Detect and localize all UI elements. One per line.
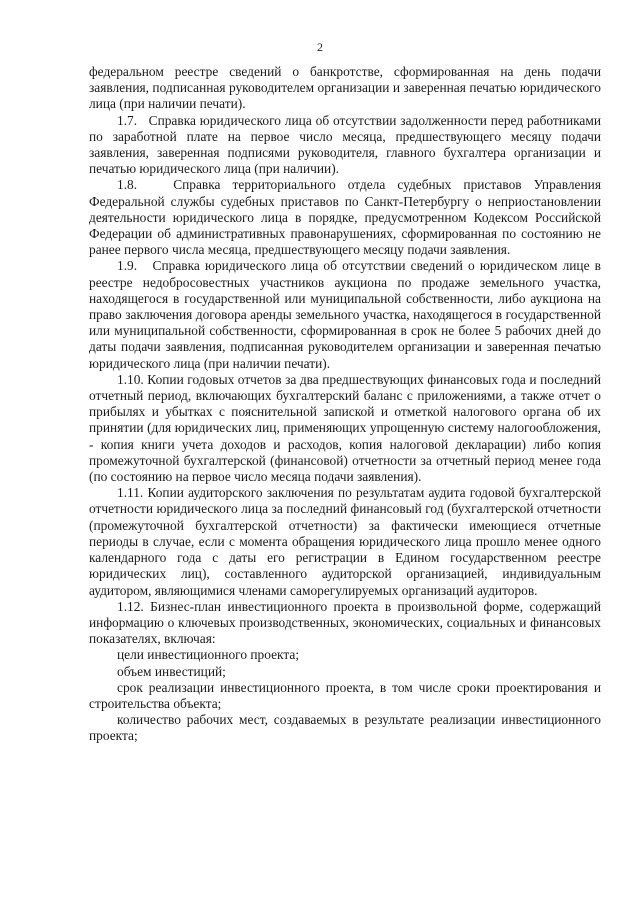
paragraph-1-12: 1.12. Бизнес-план инвестиционного проекта в произвольной форме, содержащий информацию о ключевых производственных, экономических, социальных и финансовых показателях, включая: bbox=[89, 598, 601, 647]
paragraph-1-11: 1.11. Копии аудиторского заключения по результатам аудита годовой бухгалтерской отчетности юридического лица за последний финансовый год (бухгалтерской отчетности (промежуточной бухгалтерской отчетности) за фактически имеющиеся отчетные периоды в случае, если с момента обращения юридического лица прошло менее одного календарного года с даты его регистрации в Едином государственном реестре юридических лиц), составленного аудиторской организацией, индивидуальным аудитором, являющимися членами саморегулируемых организаций аудиторов. bbox=[89, 485, 601, 598]
document-body bbox=[89, 64, 601, 745]
list-item-jobs: количество рабочих мест, создаваемых в результате реализации инвестиционного проекта; bbox=[89, 712, 601, 744]
paragraph-1-9: 1.9. Справка юридического лица об отсутствии сведений о юридическом лице в реестре недобросовестных участников аукциона по продаже земельного участка, находящегося в государственной или муниципальной собственности, либо аукциона на право заключения договора аренды земельного участка, находящегося в государственной или муниципальной собственности, сформированная в срок не более 5 рабочих дней до даты подачи заявления, подписанная руководителем организации и заверенная печатью юридического лица (при наличии печати). bbox=[89, 258, 601, 371]
paragraph-1-8: 1.8. Справка территориального отдела судебных приставов Управления Федеральной службы судебных приставов по Санкт-Петербургу о неприостановлении деятельности юридического лица в порядке, предусмотренном Кодексом Российской Федерации об административных правонарушениях, сформированная по состоянию не ранее первого числа месяца, предшествующего месяцу подачи заявления. bbox=[89, 177, 601, 258]
list-item-goals: цели инвестиционного проекта; bbox=[117, 647, 300, 663]
list-item-investment-volume: объем инвестиций; bbox=[117, 663, 226, 679]
list-item-timeline: срок реализации инвестиционного проекта, в том числе сроки проектирования и строительства объекта; bbox=[89, 679, 601, 711]
paragraph-1-7: 1.7. Справка юридического лица об отсутствии задолженности перед работниками по заработной плате на первое число месяца, предшествующего месяцу подачи заявления, заверенная подписями руководителя, главного бухгалтера организации и печатью юридического лица (при наличии). bbox=[89, 112, 601, 177]
page-number: 2 bbox=[317, 40, 323, 54]
paragraph-1-10: 1.10. Копии годовых отчетов за два предшествующих финансовых года и последний отчетный период, включающих бухгалтерский баланс с приложениями, а также отчет о прибылях и убытках с пояснительной запиской и отметкой налогового органа об их принятии (для юридических лиц, применяющих упрощенную систему налогообложения, - копия книги учета доходов и расходов, копия налоговой декларации) либо копия промежуточной бухгалтерской (финансовой) отчетности за отчетный период менее года (по состоянию на первое число месяца подачи заявления). bbox=[89, 371, 601, 485]
paragraph-continuation: федеральном реестре сведений о банкротстве, сформированная на день подачи заявления, подписанная руководителем организации и заверенная печатью юридического лица (при наличии печати). bbox=[89, 64, 601, 112]
